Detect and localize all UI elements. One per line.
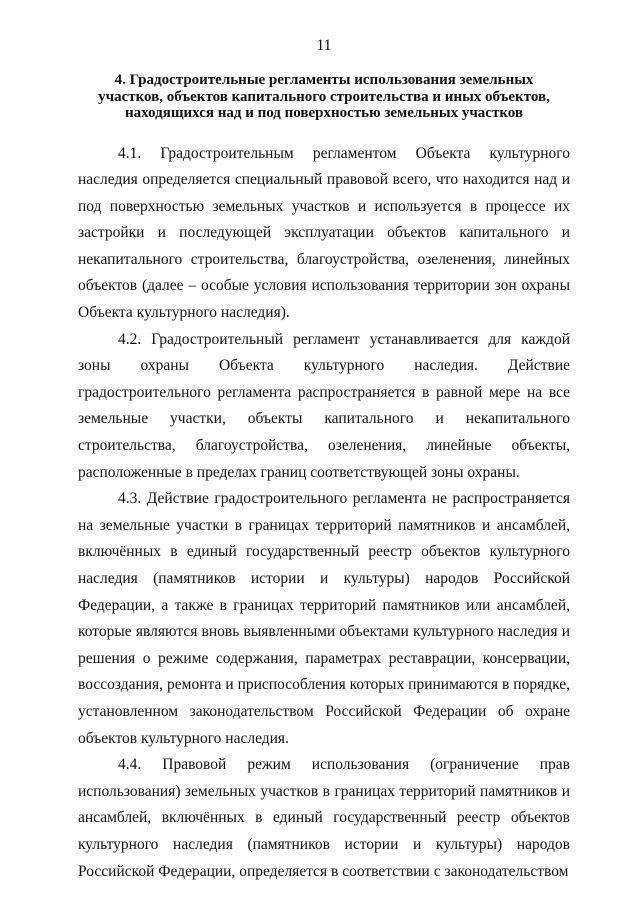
paragraph-4-1: 4.1. Градостроительным регламентом Объекта культурного наследия определяется специальный правовой всего, что находится над и под поверхностью земельных участков и используется в процессе их застройки и последующей эксплуатации объектов капитального и некапитального строительства, благоустройства, озеленения, линейных объектов (далее – особые условия использования территории зон охраны Объекта культурного наследия). [78,144,570,322]
paragraph-4-4: 4.4. Правовой режим использования (ограничение прав использования) земельных участков в границах территорий памятников и ансамблей, включённых в единый государственный реестр объектов культурного наследия (памятников истории и культуры) народов Российской Федерации, определяется в соответствии с законодательством [78,756,570,880]
paragraph-4-3: 4.3. Действие градостроительного регламента не распространяется на земельные участки в границах территорий памятников и ансамблей, включённых в единый государственный реестр объектов культурного наследия (памятников истории и культуры) народов Российской Федерации, а также в границах территорий памятников или ансамблей, которые являются вновь выявленными объектами культурного наследия и решения о режиме содержания, параметрах реставрации, консервации, воссоздания, ремонта и приспособления которых принимаются в порядке, установленном законодательством Российской Федерации об охране объектов культурного наследия. [78,490,570,747]
page-number: 11 [316,37,332,54]
paragraph-4-2: 4.2. Градостроительный регламент устанавливается для каждой зоны охраны Объекта культурного наследия. Действие градостроительного регламента распространяется в равной мере на все земельные участки, объекты капитального и некапитального строительства, благоустройства, озеленения, линейные объекты, расположенные в пределах границ соответствующей зоны охраны. [78,330,570,481]
section-heading: 4. Градостроительные регламенты использования земельных участков, объектов капитального строительства и иных объектов, находящихся над и под поверхностью земельных участков [98,72,550,121]
